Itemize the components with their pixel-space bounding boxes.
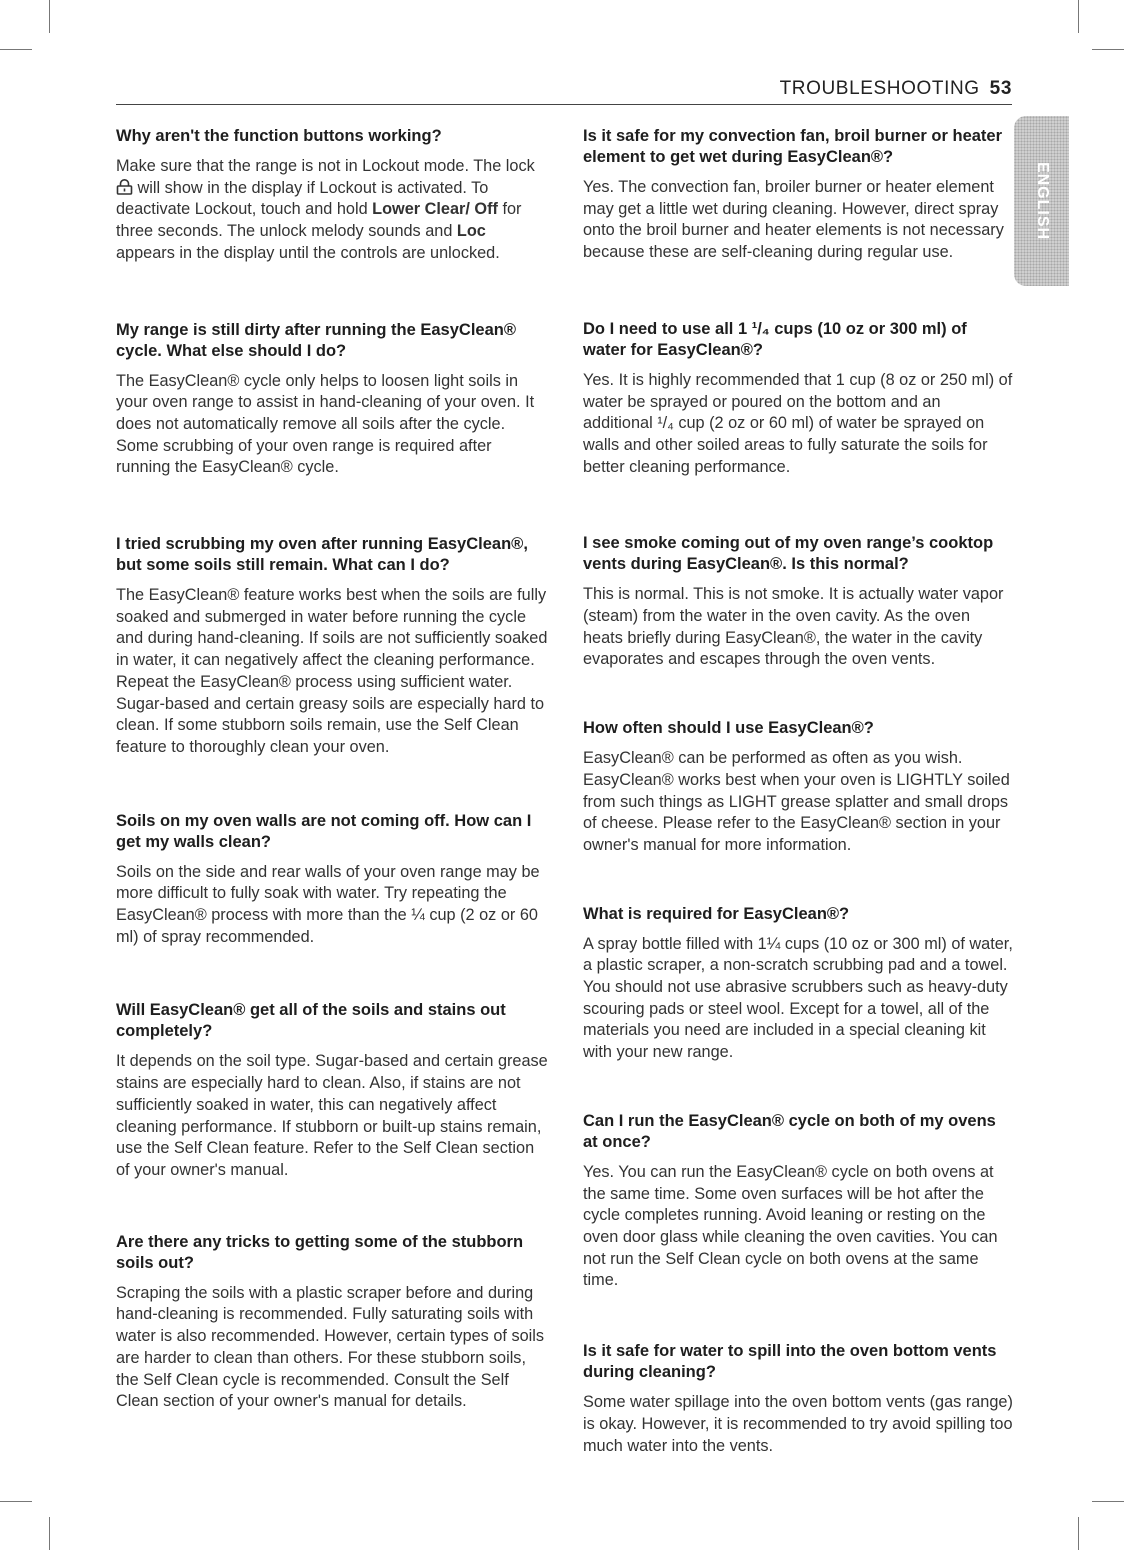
crop-mark: [0, 49, 32, 50]
faq-item: [583, 126, 1013, 264]
answer-text: A spray bottle filled with 1¼ cups (10 oz or 300 ml) of water, a plastic scraper, a non-scratch scrubbing pad and a towel. You should not use abrasive scrubbers such as heavy-duty scouring pads or steel wool. Except for a towel, all of the materials you need are included in a special cleaning kit with your new range.: [583, 934, 1013, 1062]
answer-text: Yes. You can run the EasyClean® cycle on both ovens at the same time. Some oven surfaces will be hot after the cycle completes running. Avoid leaning or resting on the oven door glass while cleaning the oven cavities. You can not run the Self Clean cycle on both ovens at the same time.: [583, 1162, 998, 1290]
faq-question: I tried scrubbing my oven after running EasyClean®, but some soils still remain. What can I do?: [116, 535, 528, 575]
crop-mark: [1092, 49, 1124, 50]
faq-item: [116, 126, 548, 265]
answer-text: Scraping the soils with a plastic scraper before and during hand-cleaning is recommended. Fully saturating soils with water is also recommended. However, certain types of soils are harder to clean than others. For these stubborn soils, the Self Clean cycle is recommended. Consult the Self Clean section of your owner's manual for details.: [116, 1283, 545, 1411]
right-column: [583, 126, 1013, 1457]
page-header: [116, 78, 1012, 105]
faq-item: [583, 904, 1013, 1064]
crop-mark: [49, 1517, 50, 1550]
faq-item: [116, 1232, 548, 1413]
faq-answer: [116, 1051, 548, 1181]
faq-question: Why aren't the function buttons working?: [116, 127, 442, 145]
faq-answer: [583, 584, 1013, 671]
lock-icon: [116, 179, 133, 197]
faq-question: How often should I use EasyClean®?: [583, 719, 874, 738]
faq-question: Are there any tricks to getting some of the stubborn soils out?: [116, 1232, 524, 1272]
faq-answer: [583, 1392, 1013, 1457]
language-tab-label: ENGLISH: [1033, 161, 1051, 241]
faq-question: What is required for EasyClean®?: [583, 904, 850, 923]
faq-item: [116, 811, 548, 949]
answer-text: Yes. The convection fan, broiler burner or heater element may get a little wet during cleaning. However, direct spray onto the broil burner and heater elements is not necessary because these are self-cleaning during regular use.: [583, 178, 1004, 262]
answer-text: Some water spillage into the oven bottom vents (gas range) is okay. However, it is recommended to try avoid spilling too much water into the vents.: [583, 1393, 1013, 1455]
faq-question: Is it safe for water to spill into the oven bottom vents during cleaning?: [583, 1342, 997, 1382]
faq-item: [116, 1000, 548, 1181]
faq-item: [116, 320, 548, 480]
faq-question: Soils on my oven walls are not coming off. How can I get my walls clean?: [116, 811, 532, 851]
answer-text: EasyClean® can be performed as often as you wish. EasyClean® works best when your oven is LIGHTLY soiled from such things as LIGHT grease splatter and small drops of cheese. Please refer to the EasyClean® section in your owner's manual for more information.: [583, 749, 1010, 854]
crop-mark: [1092, 1501, 1124, 1502]
faq-answer: [583, 934, 1013, 1064]
faq-question: Is it safe for my convection fan, broil burner or heater element to get wet during EasyClean®?: [583, 127, 1003, 166]
page-number: 53: [989, 78, 1012, 99]
faq-item: [583, 718, 1013, 857]
answer-text: Yes. It is highly recommended that 1 cup (8 oz or 250 ml) of water be sprayed or poured on the bottom and an additional ¹/₄ cup (2 oz or 60 ml) of water be sprayed on walls and other soiled areas to fully saturate the soils for better cleaning performance.: [583, 370, 1013, 476]
answer-text: The EasyClean® cycle only helps to loosen light soils in your oven range to assist in hand-cleaning of your oven. It does not automatically remove all soils after the cycle. Some scrubbing of your oven range is required after running the EasyClean® cycle.: [116, 371, 535, 477]
faq-answer: [116, 371, 548, 480]
faq-item: [583, 1111, 1013, 1292]
bold-term: Loc: [456, 222, 486, 241]
faq-answer: [583, 748, 1013, 857]
answer-text: Soils on the side and rear walls of your oven range may be more difficult to fully soak with water. Try repeating the EasyClean® process with more than the ¼ cup (2 oz or 60 ml) of spray recommended.: [116, 862, 540, 946]
faq-question: Can I run the EasyClean® cycle on both of my ovens at once?: [583, 1111, 996, 1151]
faq-answer: [116, 862, 548, 949]
faq-answer: [116, 1283, 548, 1413]
faq-question: I see smoke coming out of my oven range’s cooktop vents during EasyClean®. Is this normal?: [583, 534, 994, 574]
answer-text: It depends on the soil type. Sugar-based and certain grease stains are especially hard to clean. Also, if stains are not sufficiently soaked in water, this can negatively affect cleaning performance. If stubborn or built-up stains remain, use the Self Clean feature. Refer to the Self Clean section of your owner's manual.: [116, 1052, 548, 1179]
left-column: [116, 126, 548, 1413]
faq-item: [116, 534, 548, 759]
faq-answer: [116, 156, 548, 265]
language-tab: [1014, 116, 1069, 286]
faq-item: [583, 319, 1013, 479]
crop-mark: [49, 0, 50, 33]
crop-mark: [1078, 1517, 1079, 1550]
answer-text: This is normal. This is not smoke. It is actually water vapor (steam) from the water in the oven cavity. As the oven heats briefly during EasyClean®, the water in the cavity evaporates and escapes through the oven vents.: [583, 585, 1004, 669]
faq-question: Do I need to use all 1 ¹/₄ cups (10 oz or 300 ml) of water for EasyClean®?: [583, 319, 967, 359]
faq-item: [583, 533, 1013, 671]
answer-text: Make sure that the range is not in Lockout mode. The lock: [116, 157, 535, 175]
faq-answer: [583, 370, 1013, 479]
answer-text: will show in the display if Lockout is activated. To deactivate Lockout, touch and hold: [116, 178, 489, 219]
faq-question: Will EasyClean® get all of the soils and stains out completely?: [116, 1001, 506, 1041]
faq-answer: [583, 1162, 1013, 1292]
answer-text: for three seconds. The unlock melody sounds and: [116, 200, 522, 241]
section-title: TROUBLESHOOTING: [779, 78, 980, 99]
crop-mark: [1078, 0, 1079, 33]
answer-text: The EasyClean® feature works best when the soils are fully soaked and submerged in water before running the cycle and during hand-cleaning. If soils are not sufficiently soaked in water, it can negatively affect the cleaning performance. Repeat the EasyClean® process using sufficient water. Sugar-based and certain greasy soils are especially hard to clean. If some stubborn soils remain, use the Self Clean feature to thoroughly clean your oven.: [116, 586, 548, 756]
faq-answer: [116, 585, 548, 759]
crop-mark: [0, 1501, 32, 1502]
faq-answer: [583, 177, 1013, 264]
bold-term: Lower Clear/ Off: [372, 200, 498, 219]
faq-item: [583, 1341, 1013, 1457]
answer-text: appears in the display until the controls are unlocked.: [116, 243, 500, 262]
faq-question: My range is still dirty after running the EasyClean® cycle. What else should I do?: [116, 320, 517, 360]
